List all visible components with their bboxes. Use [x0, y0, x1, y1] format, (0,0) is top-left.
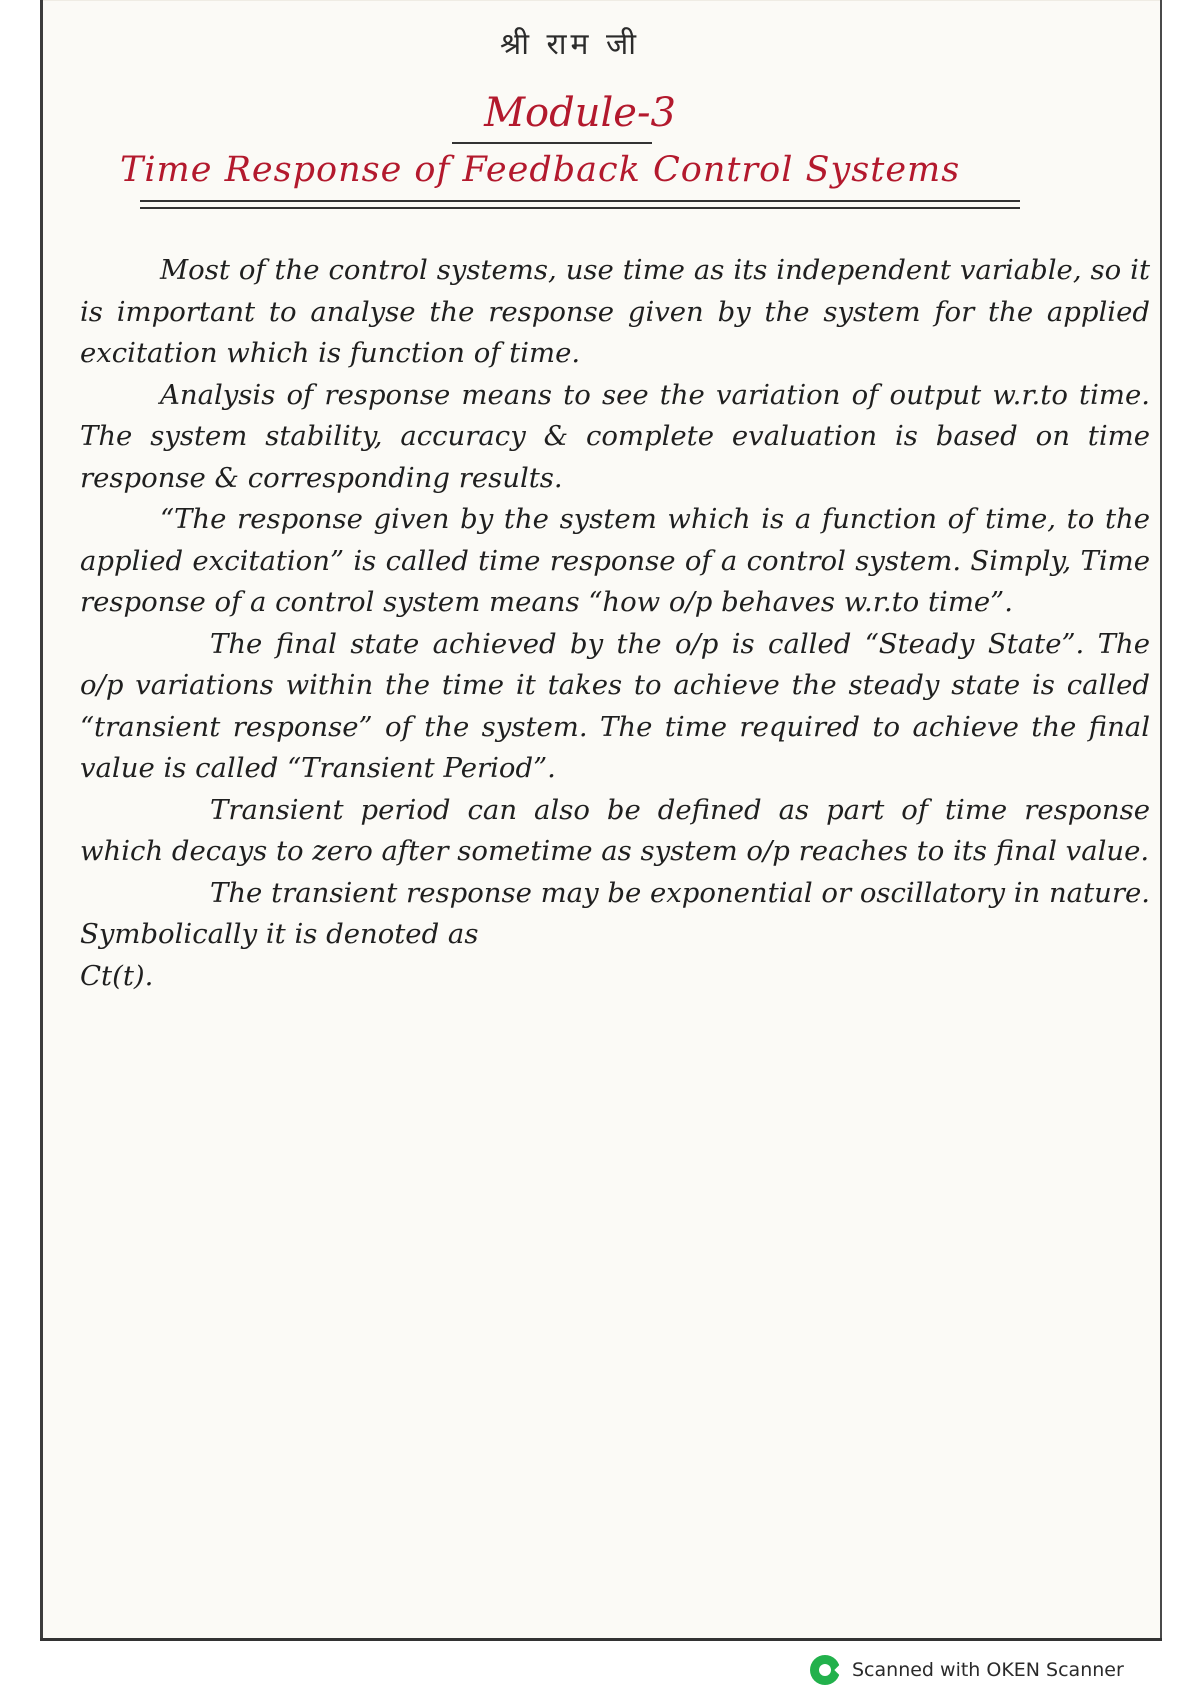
- paragraph-transient-period: Transient period can also be defined as part of time response which decays to zero after sometime as system o/p reaches to its final value.: [80, 793, 1150, 867]
- paragraph-analysis: Analysis of response means to see the variation of output w.r.to time. The system stability, accuracy & complete evaluation is based on time response & corresponding results.: [80, 378, 1150, 494]
- paragraph-time-response-definition: “The response given by the system which is a function of time, to the applied excitation” is called time response of a control system. Simply, Time response of a control system means “how o/p behaves w.r.to time”.: [80, 503, 1150, 618]
- chapter-title: Time Response of Feedback Control Systems: [120, 150, 961, 190]
- chapter-title-underline-2: [140, 207, 1020, 209]
- page-left-margin-line: [40, 0, 43, 1640]
- paragraph-transient-nature: The transient response may be exponential or oscillatory in nature. Symbolically it is denoted as: [80, 876, 1150, 950]
- paragraph-symbol: Ct(t).: [80, 959, 154, 992]
- module-title: Module-3: [484, 90, 676, 136]
- page-invocation: श्री राम जी: [499, 27, 641, 62]
- page-bottom-rule: [40, 1638, 1162, 1641]
- chapter-title-underline-1: [140, 200, 1020, 202]
- scanner-watermark: [810, 1652, 1190, 1688]
- oken-scanner-logo-icon: [810, 1655, 840, 1685]
- paragraph-steady-state: The final state achieved by the o/p is called “Steady State”. The o/p variations within the time it takes to achieve the steady state is called “transient response” of the system. The time required to achieve the final value is called “Transient Period”.: [80, 627, 1150, 784]
- paragraph-intro: Most of the control systems, use time as its independent variable, so it is important to analyse the response given by the system for the applied excitation which is function of time.: [80, 254, 1150, 369]
- page-right-margin-line: [1160, 0, 1162, 1640]
- notes-body: [80, 250, 1150, 997]
- module-title-underline: [452, 142, 652, 144]
- scanner-watermark-text: Scanned with OKEN Scanner: [852, 1659, 1124, 1681]
